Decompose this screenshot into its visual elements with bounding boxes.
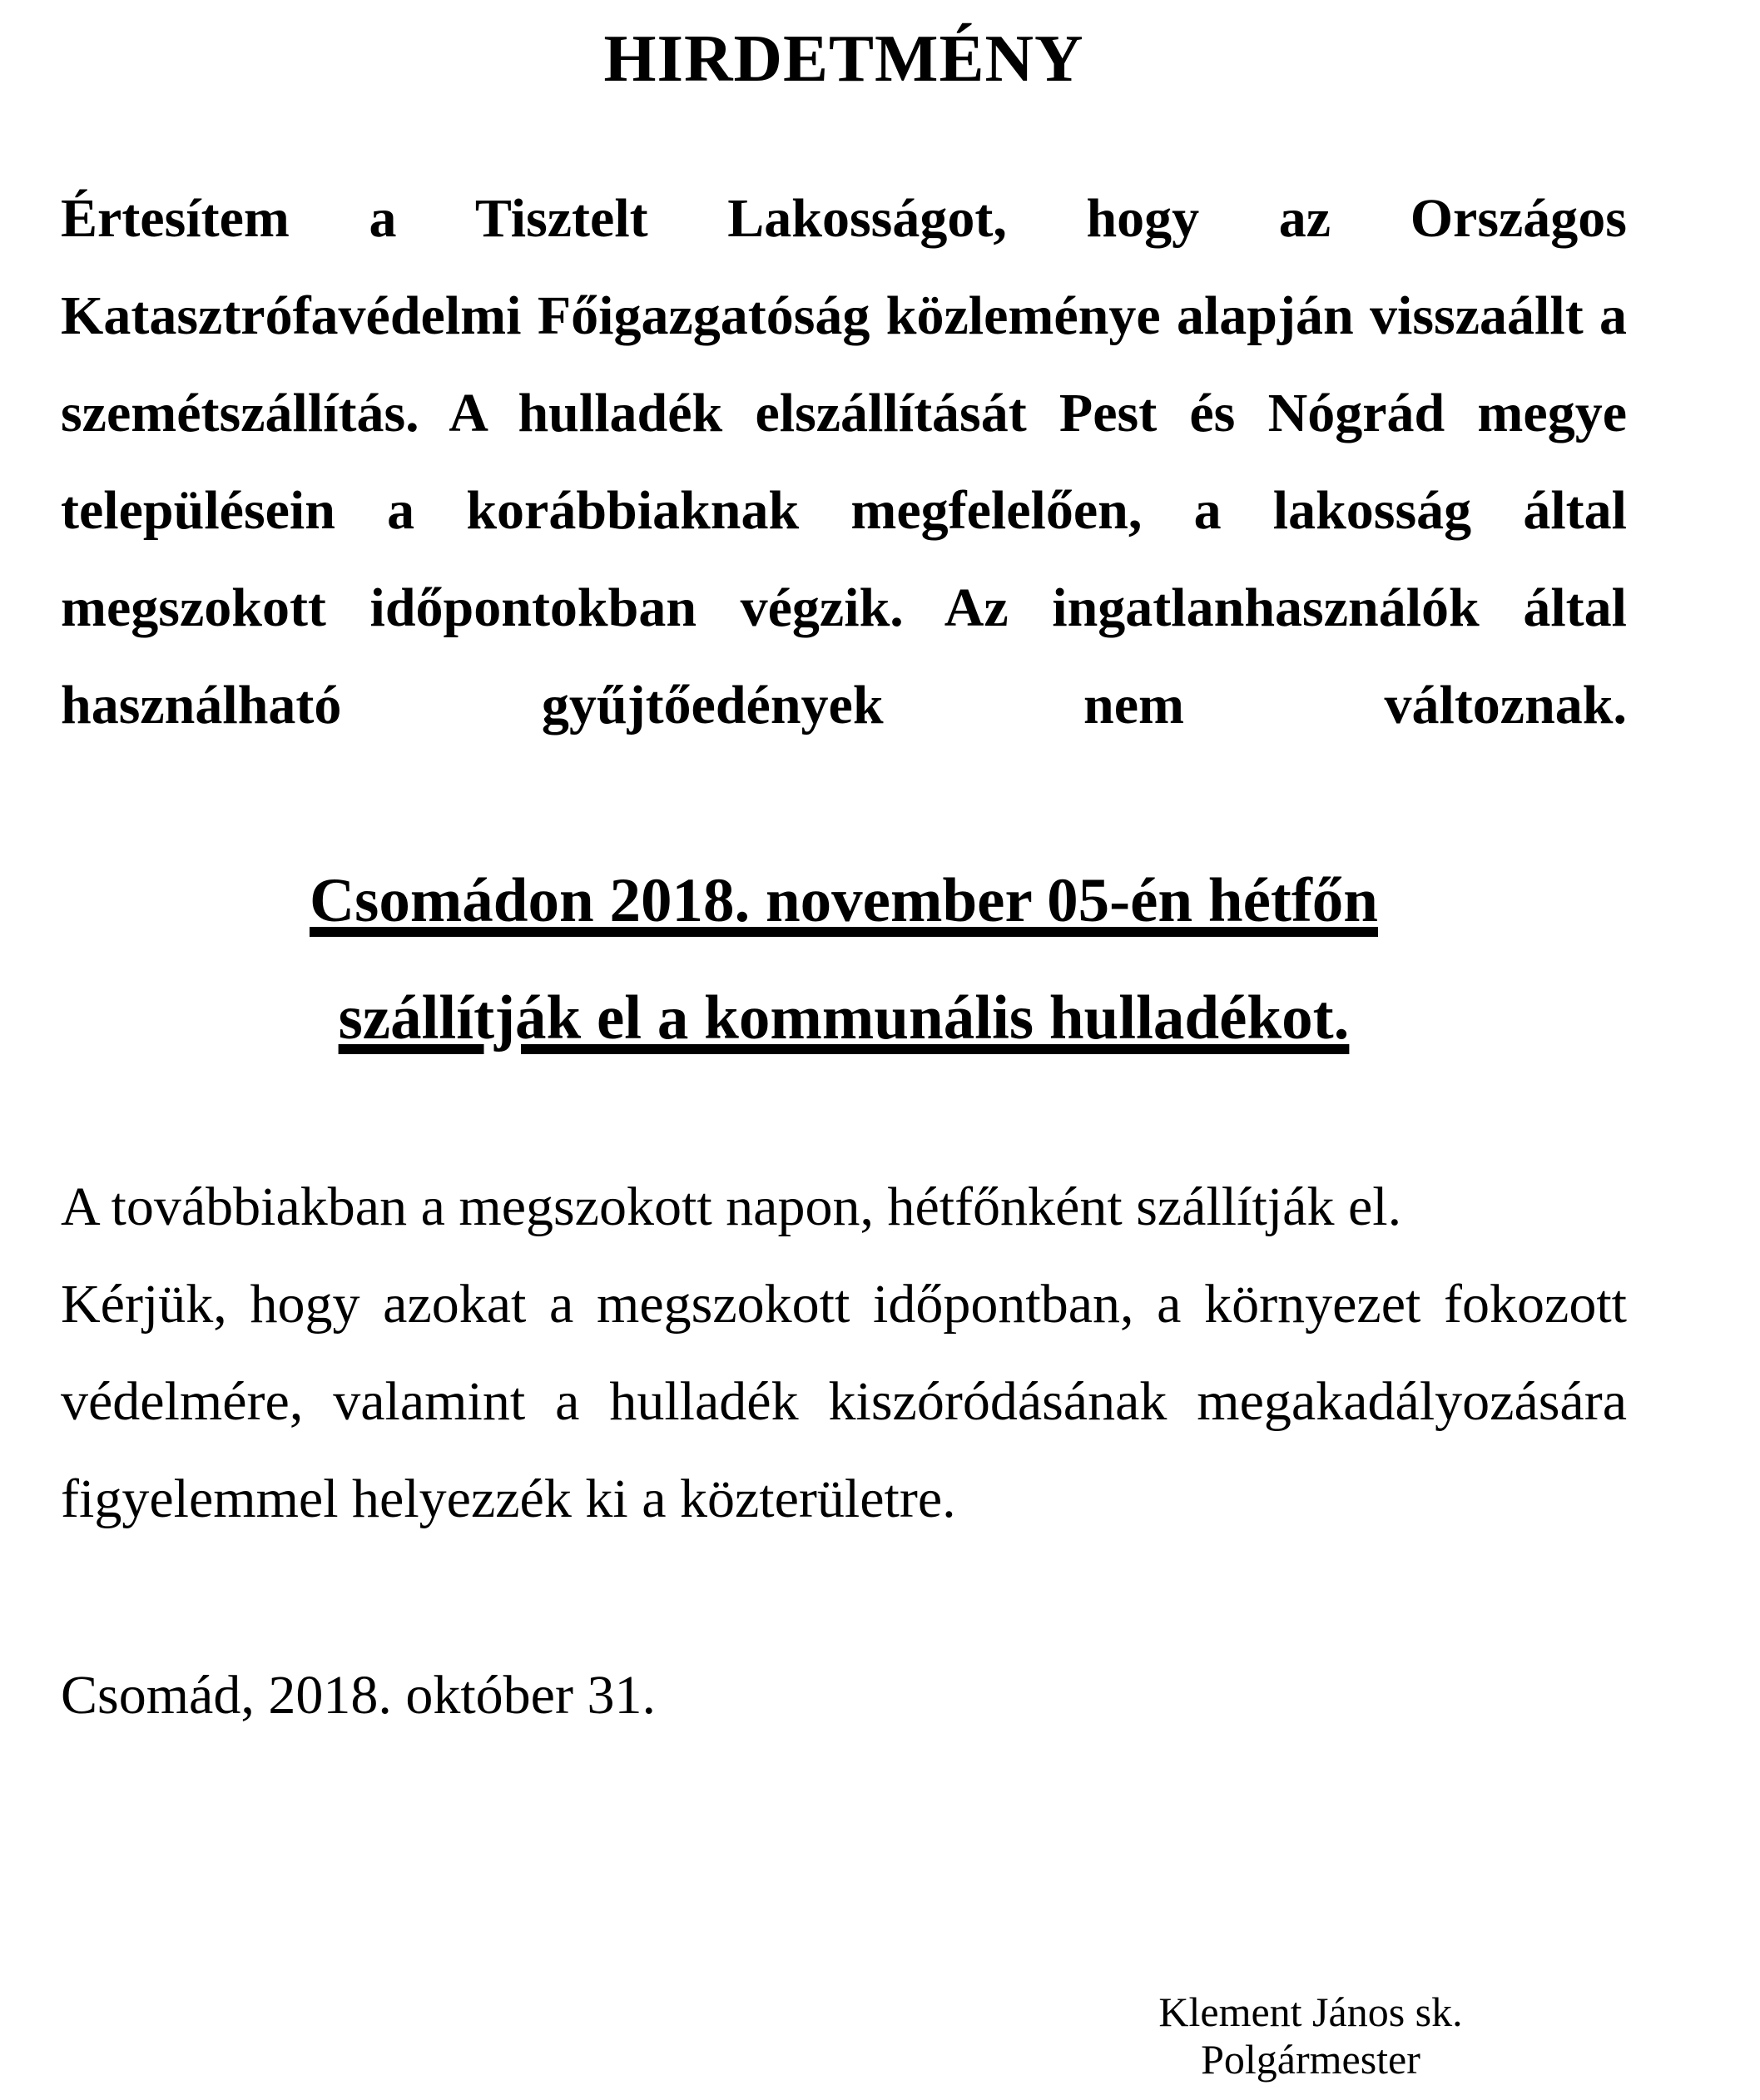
request-line: védelmére, valamint a hulladék kiszóródásának megakadályozására [61,1371,1627,1432]
signatory-role: Polgármester [1201,2036,1420,2083]
schedule-line: A továbbiakban a megszokott napon, hétfőnként szállítják el. [61,1176,1402,1237]
intro-line: Katasztrófavédelmi Főigazgatóság közleménye alapján visszaállt a [61,285,1627,346]
signature-block [1061,1989,1560,2083]
notice-line-wrapper [61,842,1627,959]
intro-line: Értesítem a Tisztelt Lakosságot, hogy az Országos [61,188,1627,249]
notice-line: szállítják el a kommunális hulladékot. [338,983,1350,1052]
notice-line: Csomádon 2018. november 05-én hétfőn [309,866,1379,935]
intro-line: településein a korábbiaknak megfelelően, a lakosság által [61,480,1627,541]
collection-notice-heading [61,842,1627,1077]
place-and-date: Csomád, 2018. október 31. [61,1665,656,1726]
intro-line: megszokott időpontokban végzik. Az ingatlanhasználók által [61,577,1627,638]
intro-paragraph [61,170,1627,754]
details-paragraph [61,1158,1627,1548]
request-line: Kérjük, hogy azokat a megszokott időpontban, a környezet fokozott [61,1274,1627,1335]
signatory-name: Klement János sk. [1158,1989,1463,2035]
notice-line-wrapper [61,959,1627,1077]
request-line: figyelemmel helyezzék ki a közterületre. [61,1469,956,1529]
page-title: HIRDETMÉNY [603,21,1084,96]
intro-line: szemétszállítás. A hulladék elszállítását Pest és Nógrád megye [61,383,1627,443]
intro-line: használható gyűjtőedények nem változnak. [61,675,1627,735]
